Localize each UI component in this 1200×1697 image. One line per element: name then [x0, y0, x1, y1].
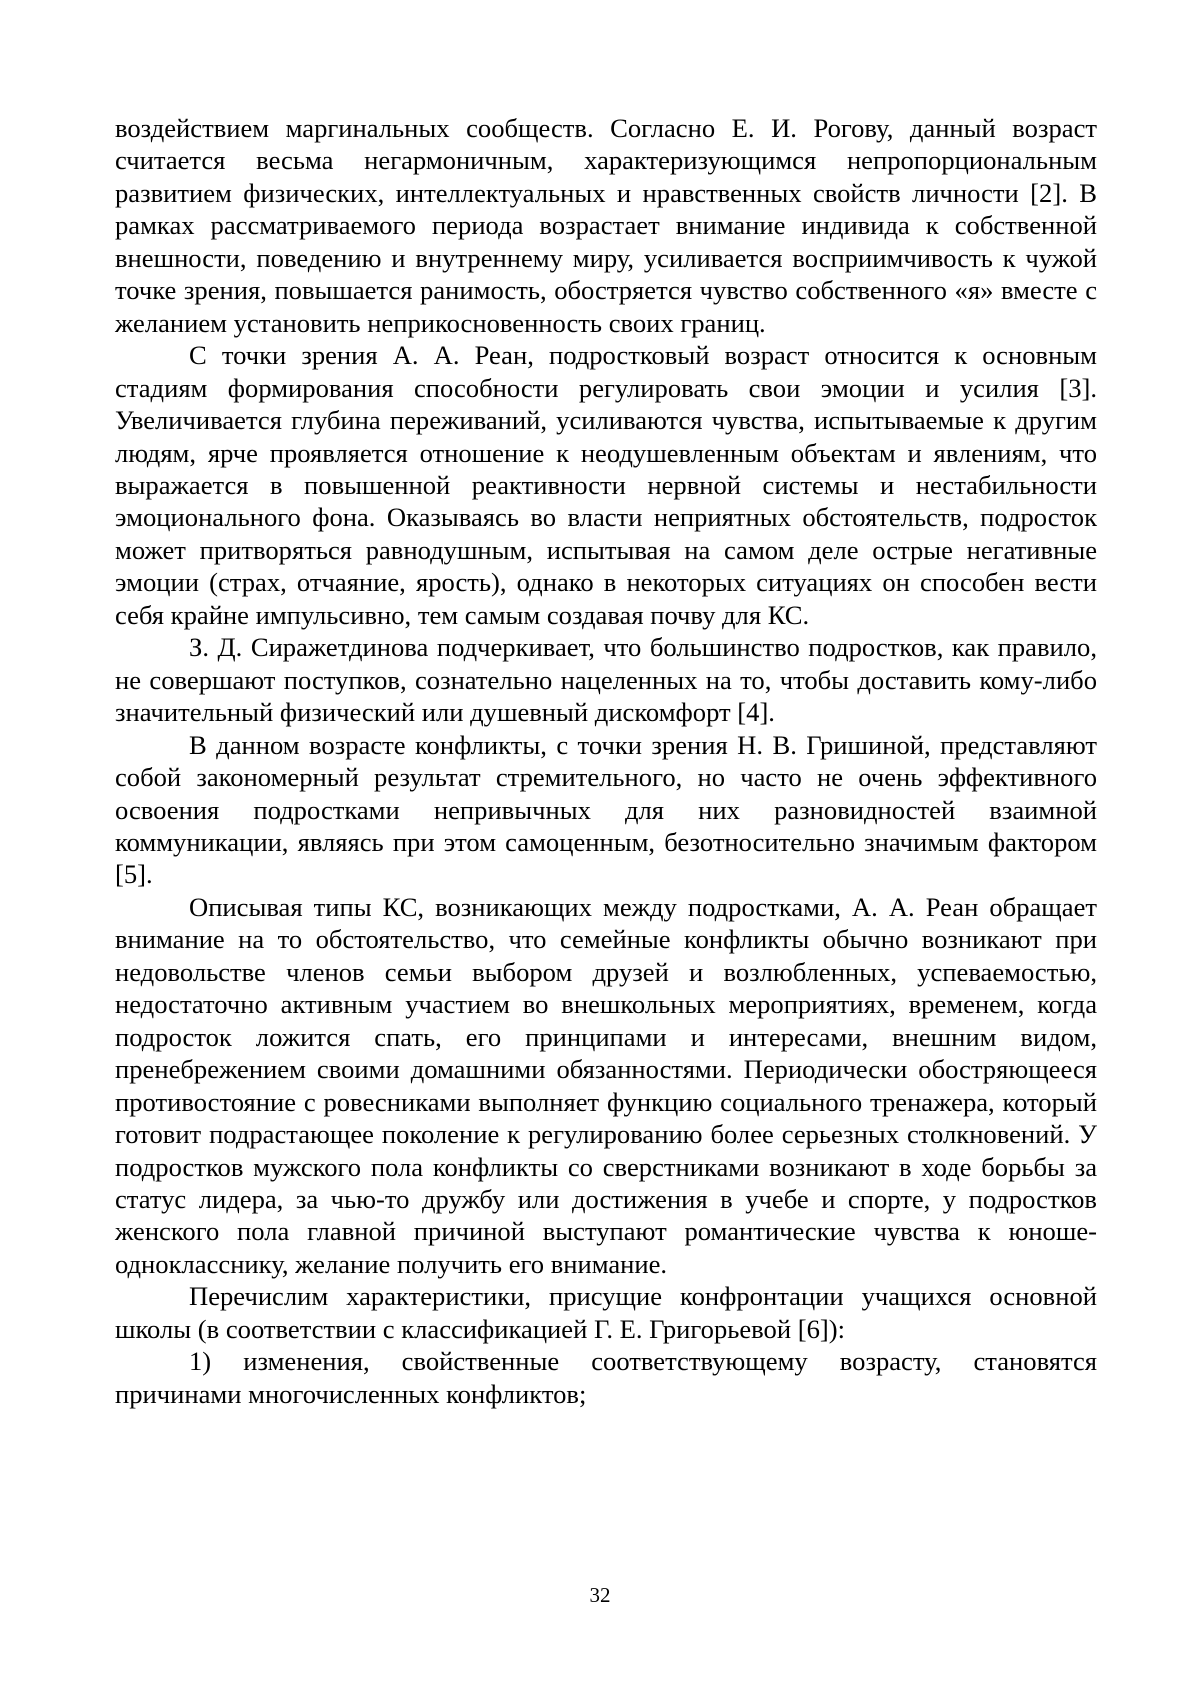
paragraph-characteristics-intro: Перечислим характеристики, присущие конфронтации учащихся основной школы (в соответствии с классификацией Г. Е. Григорьевой [6]): — [115, 1281, 1097, 1344]
list-item-1: 1) изменения, свойственные соответствующему возрасту, становятся причинами многочисленных конфликтов; — [115, 1346, 1097, 1409]
paragraph-conflict-types: Описывая типы КС, возникающих между подростками, А. А. Реан обращает внимание на то обстоятельство, что семейные конфликты обычно возникают при недовольстве членов семьи выбором друзей и возлюбленных, успеваемостью, недостаточно активным участием во внешкольных мероприятиях, временем, когда подросток ложится спать, его принципами и интересами, внешним видом, пренебрежением своими домашними обязанностями. Периодически обостряющееся противостояние с ровесниками выполняет функцию социального тренажера, который готовит подрастающее поколение к регулированию более серьезных столкновений. У подростков мужского пола конфликты со сверстниками возникают в ходе борьбы за статус лидера, за чью-то дружбу или достижения в учебе и спорте, у подростков женского пола главной причиной выступают романтические чувства к юноше-однокласснику, желание получить его внимание. — [115, 891, 1097, 1279]
paragraph-rean-adolescence: С точки зрения А. А. Реан, подростковый возраст относится к основным стадиям формирования способности регулировать свои эмоции и усилия [3]. Увеличивается глубина переживаний, усиливаются чувства, испытываемые к другим людям, ярче проявляется отношение к неодушевленным объектам и явлениям, что выражается в повышенной реактивности нервной системы и нестабильности эмоционального фона. Оказываясь во власти неприятных обстоятельств, подросток может притворяться равнодушным, испытывая на самом деле острые негативные эмоции (страх, отчаяние, ярость), однако в некоторых ситуациях он способен вести себя крайне импульсивно, тем самым создавая почву для КС. — [115, 340, 1097, 630]
paragraph-grishina: В данном возрасте конфликты, с точки зрения Н. В. Гришиной, представляют собой закономерный результат стремительного, но часто не очень эффективного освоения подростками непривычных для них разновидностей взаимной коммуникации, являясь при этом самоценным, безотносительно значимым фактором [5]. — [115, 729, 1097, 890]
body-text — [115, 112, 1097, 1410]
paragraph-sirazhetdinova: З. Д. Сиражетдинова подчеркивает, что большинство подростков, как правило, не совершают поступков, сознательно нацеленных на то, чтобы доставить кому-либо значительный физический или душевный дискомфорт [4]. — [115, 632, 1097, 728]
paragraph-continuation: воздействием маргинальных сообществ. Согласно Е. И. Рогову, данный возраст считается весьма негармоничным, характеризующимся непропорциональным развитием физических, интеллектуальных и нравственных свойств личности [2]. В рамках рассматриваемого периода возрастает внимание индивида к собственной внешности, поведению и внутреннему миру, усиливается восприимчивость к чужой точке зрения, повышается ранимость, обостряется чувство собственного «я» вместе с желанием установить неприкосновенность своих границ. — [115, 113, 1097, 338]
page-number: 32 — [589, 1583, 611, 1607]
